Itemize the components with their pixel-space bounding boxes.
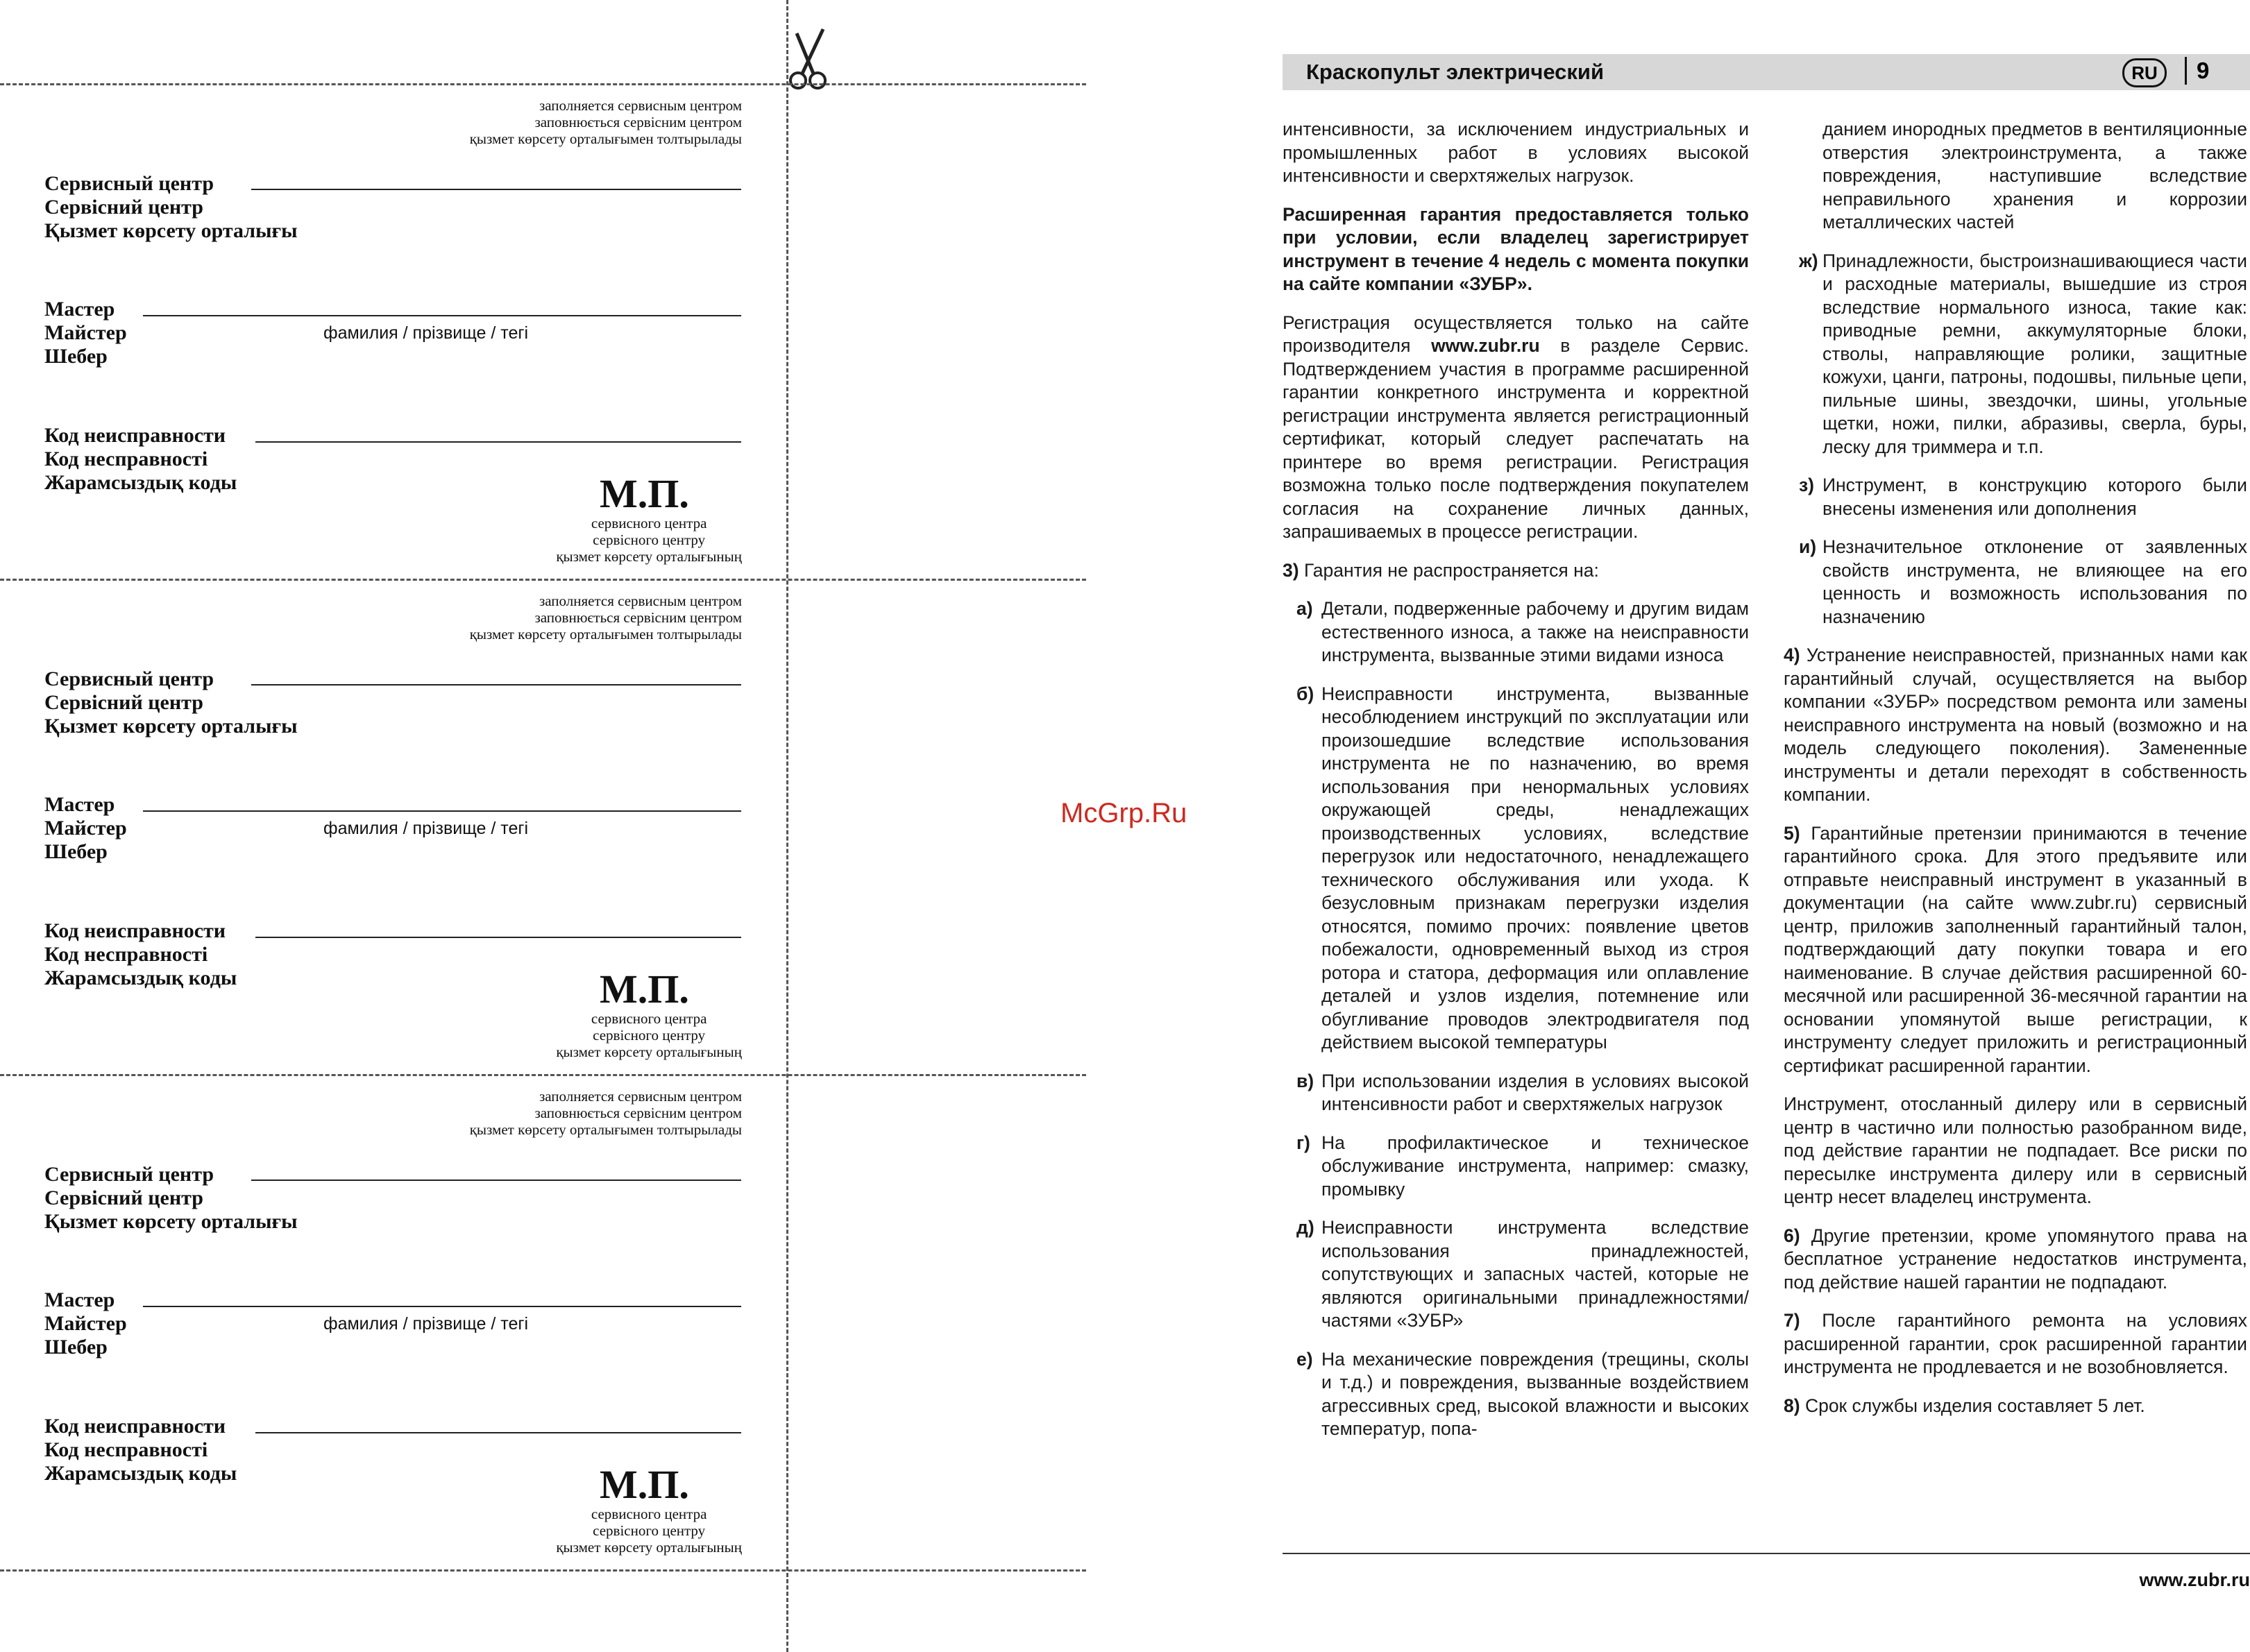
fault-code-field[interactable]	[255, 1432, 741, 1433]
page-header	[1283, 54, 2250, 90]
paragraph-extended-warranty: Расширенная гарантия предоставляется только при условии, если владелец зарегистрирует инструмент в течение 4 недель с момента покупки на сайте компании «ЗУБР».	[1283, 203, 1749, 294]
service-coupon-2	[0, 590, 786, 1075]
stamp-label: М.П.	[600, 1462, 689, 1507]
name-hint: фамилия / прізвище / тегі	[323, 1314, 529, 1334]
list-item: б) Неисправности инструмента, вызванные несоблюдением инструкций по эксплуатации или произошедшие вследствие использования инструмента не по назначению, во время использования при ненормальных условиях окружающей среды, ненадлежащих производственных условиях, вследствие перегрузок или недостаточного, ненадлежащего технического обслуживания или ухода. К безусловным признакам перегрузки изделия относятся, помимо прочих: появление цветов побежалости, одновременный выход из строя ротора и статора, деформация или оплавление деталей и узлов изделия, потемнение или обугливание проводов электродвигателя под действием высокой температуры	[1296, 683, 1749, 1053]
master-label: Мастер Майстер Шебер	[44, 793, 127, 863]
master-field[interactable]	[143, 1306, 741, 1307]
stamp-caption: сервисного центра сервісного центру қызмет көрсету орталығының	[556, 1506, 742, 1556]
fault-code-label: Код неисправности Код несправності Жарамсыздық коды	[44, 424, 237, 494]
service-center-label: Сервисный центр Сервісний центр Қызмет көрсету орталығы	[44, 667, 298, 738]
section-7: 7) После гарантийного ремонта на условиях расширенной гарантии, срок расширенной гарантии инструмента не продлевается и не возобновляется.	[1784, 1310, 2247, 1377]
service-center-label: Сервисный центр Сервісний центр Қызмет көрсету орталығы	[44, 1163, 298, 1233]
list-item: ж) Принадлежности, быстроизнашивающиеся части и расходные материалы, вышедшие из строя вследствие нормального износа, такие как: приводные ремни, аккумуляторные блоки, стволы, направляющие ролики, защитные кожухи, цанги, патроны, подошвы, пильные цепи, пильные шины, звездочки, шины, угольные щетки, ножи, пилки, абразивы, сверла, буры, леску для триммера и т.п.	[1799, 250, 2247, 457]
page-number: 9	[2185, 57, 2209, 85]
list-item: з) Инструмент, в конструкцию которого были внесены изменения или дополнения	[1799, 475, 2247, 519]
fault-code-field[interactable]	[255, 441, 741, 443]
list-item: в) При использовании изделия в условиях высокой интенсивности работ и сверхтяжелых нагрузок	[1296, 1070, 1749, 1114]
stamp-caption: сервисного центра сервісного центру қызмет көрсету орталығының	[556, 515, 742, 565]
language-badge: RU	[2122, 58, 2167, 87]
site-link[interactable]: www.zubr.ru	[1431, 335, 1540, 356]
list-item-continuation: данием инородных предметов в вентиляционные отверстия электроинструмента, а также повреждения, наступившие вследствие неправильного хранения и коррозии металлических частей	[1822, 119, 2247, 232]
list-item: г) На профилактическое и техническое обслуживание инструмента, например: смазку, промывку	[1296, 1132, 1749, 1200]
paragraph-intro: интенсивности, за исключением индустриальных и промышленных работ в условиях высокой интенсивности и сверхтяжелых нагрузок.	[1283, 119, 1749, 186]
master-field[interactable]	[143, 315, 741, 316]
stamp-caption: сервисного центра сервісного центру қызмет көрсету орталығының	[556, 1010, 742, 1060]
watermark: McGrp.Ru	[1060, 798, 1187, 828]
stamp-label: М.П.	[600, 471, 689, 516]
name-hint: фамилия / прізвище / тегі	[323, 819, 529, 838]
stamp-label: М.П.	[600, 966, 689, 1012]
list-item: д) Неисправности инструмента вследствие использования принадлежностей, сопутствующих и запасных частей, которые не являются оригинальными принадлежностями/частями «ЗУБР»	[1296, 1217, 1749, 1331]
list-item: е) На механические повреждения (трещины, сколы и т.д.) и повреждения, вызванные воздействием агрессивных сред, высокой влажности и высоких температур, попа-	[1296, 1348, 1749, 1439]
service-coupon-3	[0, 1085, 786, 1571]
vertical-cut-line	[786, 0, 788, 1652]
service-center-field[interactable]	[251, 1180, 741, 1181]
fill-note: заполняется сервисным центром заповнюється сервісним центром қызмет көрсету орталығымен толтырылады	[469, 97, 742, 147]
master-field[interactable]	[143, 810, 741, 812]
name-hint: фамилия / прізвище / тегі	[323, 323, 529, 343]
paragraph-dealer: Инструмент, отосланный дилеру или в сервисный центр в частично или полностью разобранном виде, под действие гарантии не подпадает. Все риски по пересылке инструмента дилеру или в сервисный центр несет владелец инструмента.	[1784, 1093, 2247, 1207]
list-item: и) Незначительное отклонение от заявленных свойств инструмента, не влияющее на его ценность и возможность использования по назначению	[1799, 536, 2247, 627]
service-center-field[interactable]	[251, 189, 741, 190]
master-label: Мастер Майстер Шебер	[44, 1288, 127, 1359]
text-column-right	[1784, 118, 2247, 1433]
master-label: Мастер Майстер Шебер	[44, 298, 127, 368]
section-8: 8) Срок службы изделия составляет 5 лет.	[1784, 1395, 2145, 1416]
section-4: 4) Устранение неисправностей, признанных нами как гарантийный случай, осуществляется на выбор компании «ЗУБР» посредством ремонта или замены неисправного инструмента на новый (возможно и на модель следующего поколения). Замененные инструменты и детали переходят в собственность компании.	[1784, 645, 2247, 805]
section-5: 5) Гарантийные претензии принимаются в течение гарантийного срока. Для этого предъявите или отправьте неисправный инструмент в указанный в документации (на сайте www.zubr.ru) сервисный центр, приложив заполненный гарантийный талон, подтверждающий дату покупки товара и его наименование. В случае действия расширенной 60-месячной или расширенной 36-месячной гарантии на основании упомянутой выше регистрации, к инструменту следует приложить и регистрационный сертификат расширенной гарантии.	[1784, 822, 2247, 1076]
fill-note: заполняется сервисным центром заповнюється сервісним центром қызмет көрсету орталығымен толтырылады	[469, 593, 742, 642]
service-center-label: Сервисный центр Сервісний центр Қызмет көрсету орталығы	[44, 172, 298, 242]
footer-site-link[interactable]: www.zubr.ru	[2139, 1569, 2250, 1590]
fault-code-field[interactable]	[255, 937, 741, 938]
page-title: Краскопульт электрический	[1306, 60, 1605, 84]
paragraph-registration: Регистрация осуществляется только на сайте производителя www.zubr.ru в разделе Сервис. Подтверждением участия в программе расширенной гарантии конкретного инструмента и корректной регистрации инструмента является регистрационный сертификат, который следует распечатать на принтере во время регистрации. Регистрация возможна только после подтверждения покупателем согласия на сохранение личных данных, запрашиваемых в процессе регистрации.	[1283, 312, 1750, 542]
text-column-left	[1283, 118, 1749, 1456]
cut-line-top	[0, 83, 1086, 85]
section-3: 3) Гарантия не распространяется на:	[1283, 559, 1599, 581]
fault-code-label: Код неисправности Код несправності Жарамсыздық коды	[44, 1415, 237, 1485]
service-coupon-1	[0, 94, 786, 580]
list-item: а) Детали, подверженные рабочему и другим видам естественного износа, а также на неисправности инструмента, вызванные этими видами износа	[1296, 598, 1749, 665]
fault-code-label: Код неисправности Код несправності Жарамсыздық коды	[44, 919, 237, 989]
service-center-field[interactable]	[251, 684, 741, 686]
fill-note: заполняется сервисным центром заповнюється сервісним центром қызмет көрсету орталығымен толтырылады	[469, 1088, 742, 1138]
footer-rule	[1283, 1553, 2250, 1554]
section-6: 6) Другие претензии, кроме упомянутого права на бесплатное устранение недостатков инструмента, под действие нашей гарантии не подпадают.	[1784, 1225, 2247, 1293]
